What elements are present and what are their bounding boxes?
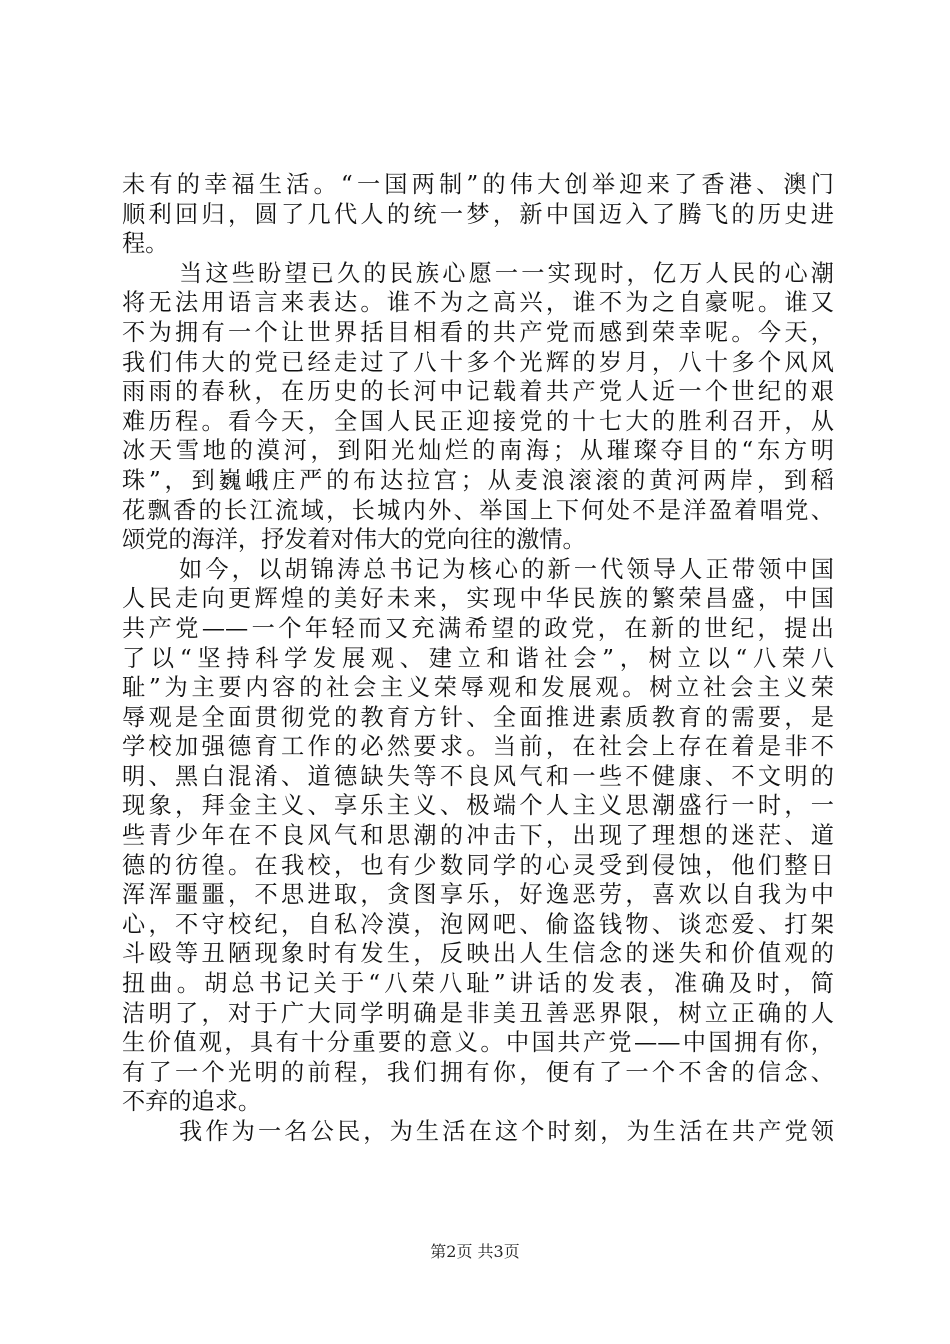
text-line: 我作为一名公民，为生活在这个时刻，为生活在共产党领 xyxy=(179,1118,834,1145)
text-line: 不为拥有一个让世界括目相看的共产党而感到荣幸呢。今天， xyxy=(122,318,834,346)
text-line: 扭曲。胡总书记关于“八荣八耻”讲话的发表，准确及时，简 xyxy=(122,970,834,998)
text-line: 德的彷徨。在我校，也有少数同学的心灵受到侵蚀，他们整日 xyxy=(122,851,834,879)
text-line: 心，不守校纪，自私冷漠，泡网吧、偷盗钱物、谈恋爱、打架 xyxy=(122,910,834,938)
text-line: 未有的幸福生活。“一国两制”的伟大创举迎来了香港、澳门 xyxy=(122,171,834,198)
text-line: 雨雨的春秋，在历史的长河中记载着共产党人近一个世纪的艰 xyxy=(122,378,834,406)
text-line: 现象，拜金主义、享乐主义、极端个人主义思潮盛行一时，一 xyxy=(122,792,834,820)
text-line: 冰天雪地的漠河，到阳光灿烂的南海；从璀璨夺目的“东方明 xyxy=(122,437,834,465)
text-line: 些青少年在不良风气和思潮的冲击下，出现了理想的迷茫、道 xyxy=(122,822,834,850)
text-line: 学校加强德育工作的必然要求。当前，在社会上存在着是非不 xyxy=(122,733,834,761)
text-line: 生价值观，具有十分重要的意义。中国共产党——中国拥有你， xyxy=(122,1029,834,1057)
text-line: 顺利回归，圆了几代人的统一梦，新中国迈入了腾飞的历史进 xyxy=(122,200,834,228)
page-number-footer: 第2页 共3页 xyxy=(430,1242,520,1261)
text-line: 共产党——一个年轻而又充满希望的政党，在新的世纪，提出 xyxy=(122,614,834,642)
text-line: 了以“坚持科学发展观、建立和谐社会”，树立以“八荣八 xyxy=(122,644,834,672)
text-line: 花飘香的长江流域，长城内外、举国上下何处不是洋盈着唱党、 xyxy=(122,496,834,524)
text-line: 明、黑白混淆、道德缺失等不良风气和一些不健康、不文明的 xyxy=(122,762,834,790)
text-line: 人民走向更辉煌的美好未来，实现中华民族的繁荣昌盛，中国 xyxy=(122,585,834,613)
text-line: 斗殴等丑陋现象时有发生，反映出人生信念的迷失和价值观的 xyxy=(122,940,834,968)
text-line: 难历程。看今天，全国人民正迎接党的十七大的胜利召开，从 xyxy=(122,407,834,435)
text-line: 珠”，到巍峨庄严的布达拉宫；从麦浪滚滚的黄河两岸，到稻 xyxy=(122,466,834,494)
text-line: 如今，以胡锦涛总书记为核心的新一代领导人正带领中国 xyxy=(179,555,834,583)
document-body xyxy=(122,170,834,1147)
text-line: 辱观是全面贯彻党的教育方针、全面推进素质教育的需要，是 xyxy=(122,703,834,731)
text-line: 颂党的海洋，抒发着对伟大的党向往的激情。 xyxy=(122,526,586,554)
text-line: 将无法用语言来表达。谁不为之高兴，谁不为之自豪呢。谁又 xyxy=(122,289,834,317)
text-line: 程。 xyxy=(122,230,169,258)
text-line: 浑浑噩噩，不思进取，贪图享乐，好逸恶劳，喜欢以自我为中 xyxy=(122,881,834,909)
text-line: 我们伟大的党已经走过了八十多个光辉的岁月，八十多个风风 xyxy=(122,348,834,376)
text-line: 有了一个光明的前程，我们拥有你，便有了一个不舍的信念、 xyxy=(122,1058,834,1086)
text-line: 不弃的追求。 xyxy=(122,1088,262,1116)
text-line: 当这些盼望已久的民族心愿一一实现时，亿万人民的心潮 xyxy=(179,259,834,287)
text-line: 洁明了，对于广大同学明确是非美丑善恶界限，树立正确的人 xyxy=(122,999,834,1027)
text-line: 耻”为主要内容的社会主义荣辱观和发展观。树立社会主义荣 xyxy=(122,674,834,702)
